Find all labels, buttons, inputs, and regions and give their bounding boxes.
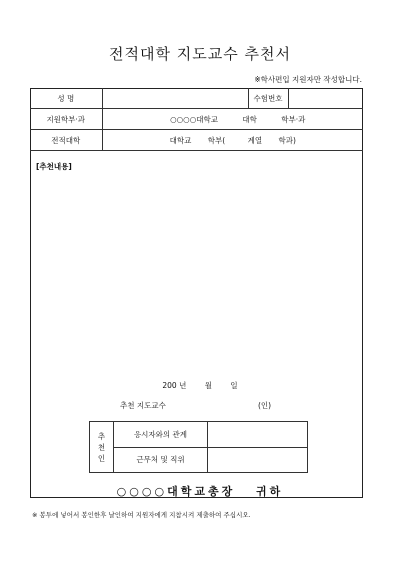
table-row [90,447,308,473]
previous-university: 대학교 [169,135,192,145]
advisor-signature-label: 추천 지도교수 [120,401,166,410]
previous-school-field[interactable] [102,130,363,151]
recommender-char-2: 천 [97,442,106,452]
addressee-school: ○○○○대학교총장 [116,485,236,498]
name-label: 성 명 [30,88,102,109]
previous-department: 학과) [278,135,296,145]
department-label: 지원학부·과 [30,109,102,130]
applicant-note: ※학사편입 지원자만 작성합니다. [254,75,362,84]
previous-school-label: 전적대학 [30,130,102,151]
previous-faculty: 학부( [207,135,226,145]
workplace-label: 근무처 및 직위 [114,447,208,473]
addressee-line [0,483,400,499]
seal-mark: (인) [258,401,272,410]
date-line [0,380,400,391]
recommender-table [89,421,308,473]
footnote: ※ 봉투에 넣어서 봉인한후 날인하여 지원자에게 지참시켜 제출하여 주십시오. [32,511,251,519]
workplace-field[interactable] [208,447,308,473]
recommender-label [90,422,114,473]
department-field[interactable] [102,109,363,130]
recommendation-content-area[interactable] [36,175,358,370]
recommender-char-1: 추 [97,431,106,441]
page-title: 전적대학 지도교수 추천서 [109,45,291,63]
date-month-unit: 월 [204,381,212,390]
recommendation-content-label: [추천내용] [36,162,72,171]
name-field[interactable] [102,88,248,109]
department-university: ○○○○대학교 [170,114,219,124]
addressee-honorific: 귀하 [256,485,284,498]
table-row [30,109,363,130]
relation-label: 응시자와의 관계 [114,422,208,448]
previous-track: 계열 [247,135,263,145]
exam-number-field[interactable] [288,88,363,109]
recommender-char-3: 인 [97,453,106,463]
date-year-unit: 년 [179,381,187,390]
department-college: 대학 [242,114,257,124]
date-day-unit: 일 [230,381,238,390]
table-row [30,88,363,109]
department-faculty: 학부·과 [281,114,306,124]
table-row [90,422,308,448]
relation-field[interactable] [208,422,308,448]
applicant-info-table [30,88,363,151]
exam-number-label: 수험번호 [248,88,288,109]
date-year: 200 [162,381,177,390]
table-row [30,130,363,151]
